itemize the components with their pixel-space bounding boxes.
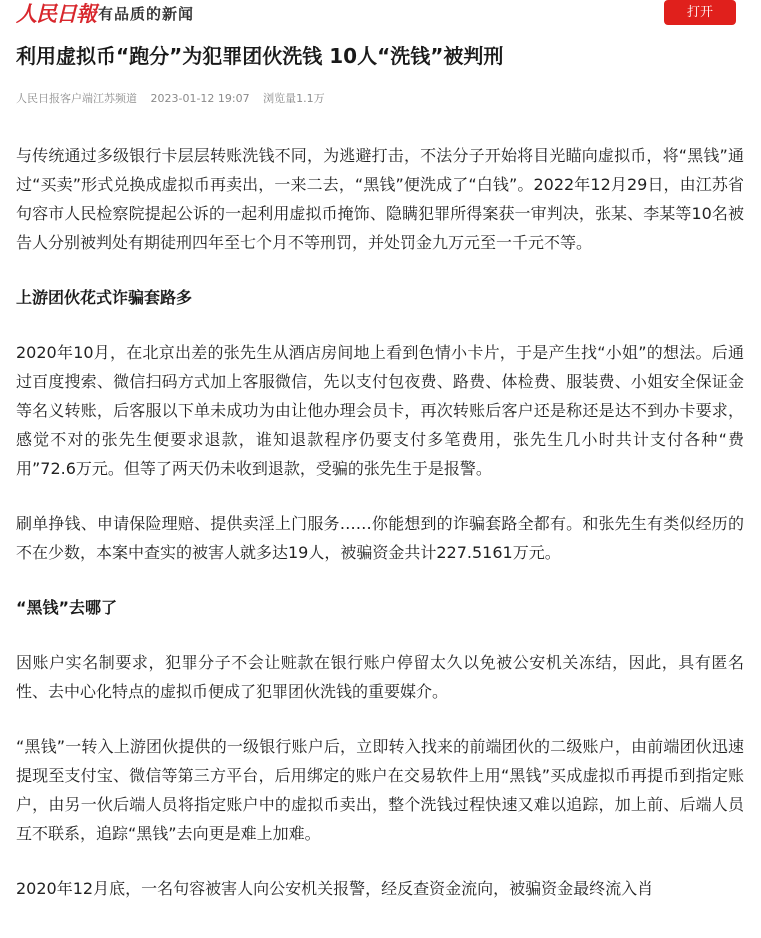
article-source: 人民日报客户端江苏频道: [16, 92, 137, 105]
paragraph: 2020年10月，在北京出差的张先生从酒店房间地上看到色情小卡片，于是产生找“小姐”的想法。后通过百度搜索、微信扫码方式加上客服微信，先以支付包夜费、路费、体检费、服装费、小姐安全保证金等名义转账，后客服以下单未成功为由让他办理会员卡，再次转账后客户还是称还是达不到办卡要求，感觉不对的张先生便要求退款，谁知退款程序仍要支付多笔费用，张先生几小时共计支付各种“费用”72.6万元。但等了两天仍未收到退款，受骗的张先生于是报警。: [16, 343, 744, 478]
header-slogan: 有品质的新闻: [98, 5, 195, 23]
article-datetime: 2023-01-12 19:07: [150, 92, 250, 105]
article-meta: [16, 90, 335, 108]
section-heading: “黑钱”去哪了: [16, 598, 118, 617]
paragraph: 2020年12月底，一名句容被害人向公安机关报警，经反查资金流向，被骗资金最终流入肖: [16, 879, 654, 898]
article-body: [16, 141, 744, 929]
paragraph: 因账户实名制要求，犯罪分子不会让赃款在银行账户停留太久以免被公安机关冻结，因此，具有匿名性、去中心化特点的虚拟币便成了犯罪团伙洗钱的重要媒介。: [16, 653, 744, 701]
paragraph: 与传统通过多级银行卡层层转账洗钱不同，为逃避打击，不法分子开始将目光瞄向虚拟币，将“黑钱”通过“买卖”形式兑换成虚拟币再卖出，一来二去，“黑钱”便洗成了“白钱”。2022年12月29日，由江苏省句容市人民检察院提起公诉的一起利用虚拟币掩饰、隐瞒犯罪所得案获一审判决，张某、李某等10名被告人分别被判处有期徒刑四年至七个月不等刑罚，并处罚金九万元至一千元不等。: [16, 146, 744, 252]
people-daily-logo: 人民日報: [16, 1, 96, 26]
paragraph: “黑钱”一转入上游团伙提供的一级银行账户后，立即转入找来的前端团伙的二级账户，由前端团伙迅速提现至支付宝、微信等第三方平台，后用绑定的账户在交易软件上用“黑钱”买成虚拟币再提币到指定账户，由另一伙后端人员将指定账户中的虚拟币卖出，整个洗钱过程快速又难以追踪，加上前、后端人员互不联系，追踪“黑钱”去向更是难上加难。: [16, 737, 744, 843]
article-views: 浏览量1.1万: [263, 92, 325, 105]
open-app-button[interactable]: 打开: [664, 0, 736, 25]
paragraph: 刷单挣钱、申请保险理赔、提供卖淫上门服务……你能想到的诈骗套路全都有。和张先生有类似经历的不在少数，本案中查实的被害人就多达19人，被骗资金共计227.5161万元。: [16, 514, 744, 562]
article-title: 利用虚拟币“跑分”为犯罪团伙洗钱 10人“洗钱”被判刑: [16, 44, 504, 68]
top-bar: [0, 0, 761, 28]
section-heading: 上游团伙花式诈骗套路多: [16, 288, 193, 307]
